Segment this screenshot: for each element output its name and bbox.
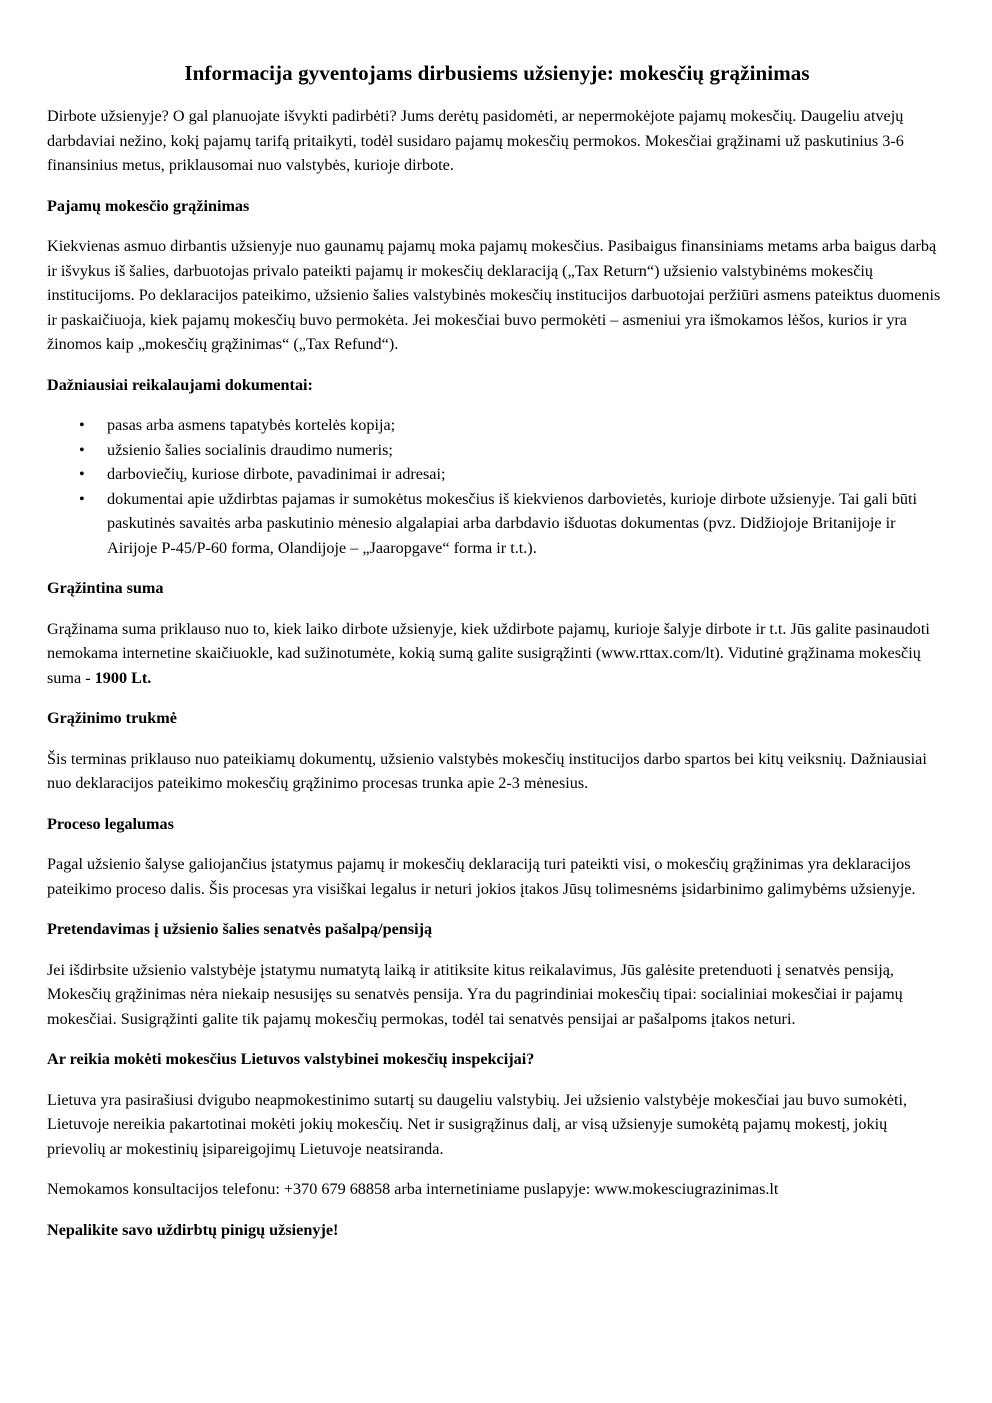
list-item	[79, 413, 947, 438]
bullet-icon: •	[79, 489, 85, 508]
bullet-icon: •	[79, 440, 85, 459]
list-item	[79, 438, 947, 463]
section-text-tax-refund: Kiekvienas asmuo dirbantis užsienyje nuo gaunamų pajamų moka pajamų mokesčius. Pasibaigus finansiniams metams arba baigus darbą ir išvykus iš šalies, darbuotojas privalo pateikti pajamų ir mokesčių deklaraciją („Tax Return“) užsienio valstybinėms mokesčių institucijoms. Po deklaracijos pateikimo, užsienio šalies valstybinės mokesčių institucijos darbuotojai peržiūri asmens pateiktus duomenis ir paskaičiuoja, kiek pajamų mokesčių buvo permokėta. Jei mokesčiai buvo permokėti – asmeniui yra išmokamos lėšos, kurios ir yra žinomos kaip „mokesčių grąžinimas“ („Tax Refund“).	[47, 237, 941, 353]
section-heading-duration: Grąžinimo trukmė	[47, 709, 177, 727]
section-heading-pension: Pretendavimas į užsienio šalies senatvės pašalpą/pensiją	[47, 920, 433, 938]
refund-amount-text: Grąžinama suma priklauso nuo to, kiek laiko dirbote užsienyje, kiek uždirbote pajamų, kurioje šalyje dirbote ir t.t. Jūs galite pasinaudoti nemokama internetine skaičiuokle, kad sužinotumėte, kokią sumą galite susigrąžinti (www.rttax.com/lt). Vidutinė grąžinama mokesčių suma -	[47, 619, 930, 687]
section-heading-tax-refund: Pajamų mokesčio grąžinimas	[47, 196, 250, 215]
section-text-duration: Šis terminas priklauso nuo pateikiamų dokumentų, užsienio valstybės mokesčių institucijos darbo spartos bei kitų veiksnių. Dažniausiai nuo deklaracijos pateikimo mokesčių grąžinimo procesas trunka apie 2-3 mėnesius.	[47, 749, 927, 792]
list-item-text: dokumentai apie uždirbtas pajamas ir sumokėtus mokesčius iš kiekvienos darbovietės, kurioje dirbote užsienyje. Tai gali būti paskutinės savaitės arba paskutinio mėnesio algalapiai arba darbdavio išduotas dokumentas (pvz. Didžiojoje Britanijoje ir Airijoje P-45/P-60 forma, Olandijoje – „Jaaropgave“ forma ir t.t.).	[107, 489, 918, 557]
section-heading-legality: Proceso legalumas	[47, 814, 174, 833]
bullet-icon: •	[79, 465, 85, 483]
contact-line: Nemokamos konsultacijos telefonu: +370 679 68858 arba internetiniame puslapyje: www.mokesciugrazinimas.lt	[47, 1180, 779, 1198]
section-text-legality: Pagal užsienio šalyse galiojančius įstatymus pajamų ir mokesčių deklaraciją turi pateikti visi, o mokesčių grąžinimas yra deklaracijos pateikimo proceso dalis. Šis procesas yra visiškai legalus ir neturi jokios įtakos Jūsų tolimesnėms įsidarbinimo galimybėms užsienyje.	[47, 855, 916, 898]
list-item	[79, 487, 947, 561]
section-heading-documents: Dažniausiai reikalaujami dokumentai:	[47, 375, 313, 394]
list-item-text: darboviečių, kuriose dirbote, pavadinimai ir adresai;	[107, 465, 446, 483]
list-item-text: užsienio šalies socialinis draudimo numeris;	[107, 440, 393, 459]
documents-list	[47, 413, 947, 560]
document-page	[47, 58, 947, 1258]
average-refund-amount: 1900 Lt.	[94, 668, 152, 687]
section-text-pension: Jei išdirbsite užsienio valstybėje įstatymu numatytą laiką ir atitiksite kitus reikalavimus, Jūs galėsite pretenduoti į senatvės pensiją, Mokesčių grąžinimas nėra niekaip nesusijęs su senatvės pensija. Yra du pagrindiniai mokesčių tipai: socialiniai mokesčiai ir pajamų mokesčiai. Susigrąžinti galite tik pajamų mokesčių permokas, todėl tai senatvės pensijai ar pašalpoms įtakos neturi.	[47, 960, 903, 1028]
intro-paragraph: Dirbote užsienyje? O gal planuojate išvykti padirbėti? Jums derėtų pasidomėti, ar nepermokėjote pajamų mokesčių. Daugeliu atvejų darbdaviai nežino, kokį pajamų tarifą pritaikyti, todėl susidaro pajamų mokesčių permokos. Mokesčiai grąžinami už paskutinius 3-6 finansinius metus, priklausomai nuo valstybės, kurioje dirbote.	[47, 107, 904, 174]
bullet-icon: •	[79, 416, 85, 434]
section-heading-refund-amount: Grąžintina suma	[47, 579, 164, 597]
closing-line: Nepalikite savo uždirbtų pinigų užsienyje!	[47, 1220, 339, 1239]
section-heading-lithuania-taxes: Ar reikia mokėti mokesčius Lietuvos valstybinei mokesčių inspekcijai?	[47, 1050, 535, 1068]
section-text-refund-amount	[47, 617, 947, 691]
list-item	[79, 462, 947, 487]
document-title: Informacija gyventojams dirbusiems užsienyje: mokesčių grąžinimas	[184, 61, 810, 85]
section-text-lithuania-taxes: Lietuva yra pasirašiusi dvigubo neapmokestinimo sutartį su daugeliu valstybių. Jei užsienio valstybėje mokesčiai jau buvo sumokėti, Lietuvoje nereikia pakartotinai mokėti jokių mokesčių. Net ir susigrąžinus dalį, ar visą užsienyje sumokėtą pajamų mokestį, jokių prievolių ar mokestinių įsipareigojimų Lietuvoje neatsiranda.	[47, 1090, 908, 1158]
list-item-text: pasas arba asmens tapatybės kortelės kopija;	[107, 416, 396, 434]
